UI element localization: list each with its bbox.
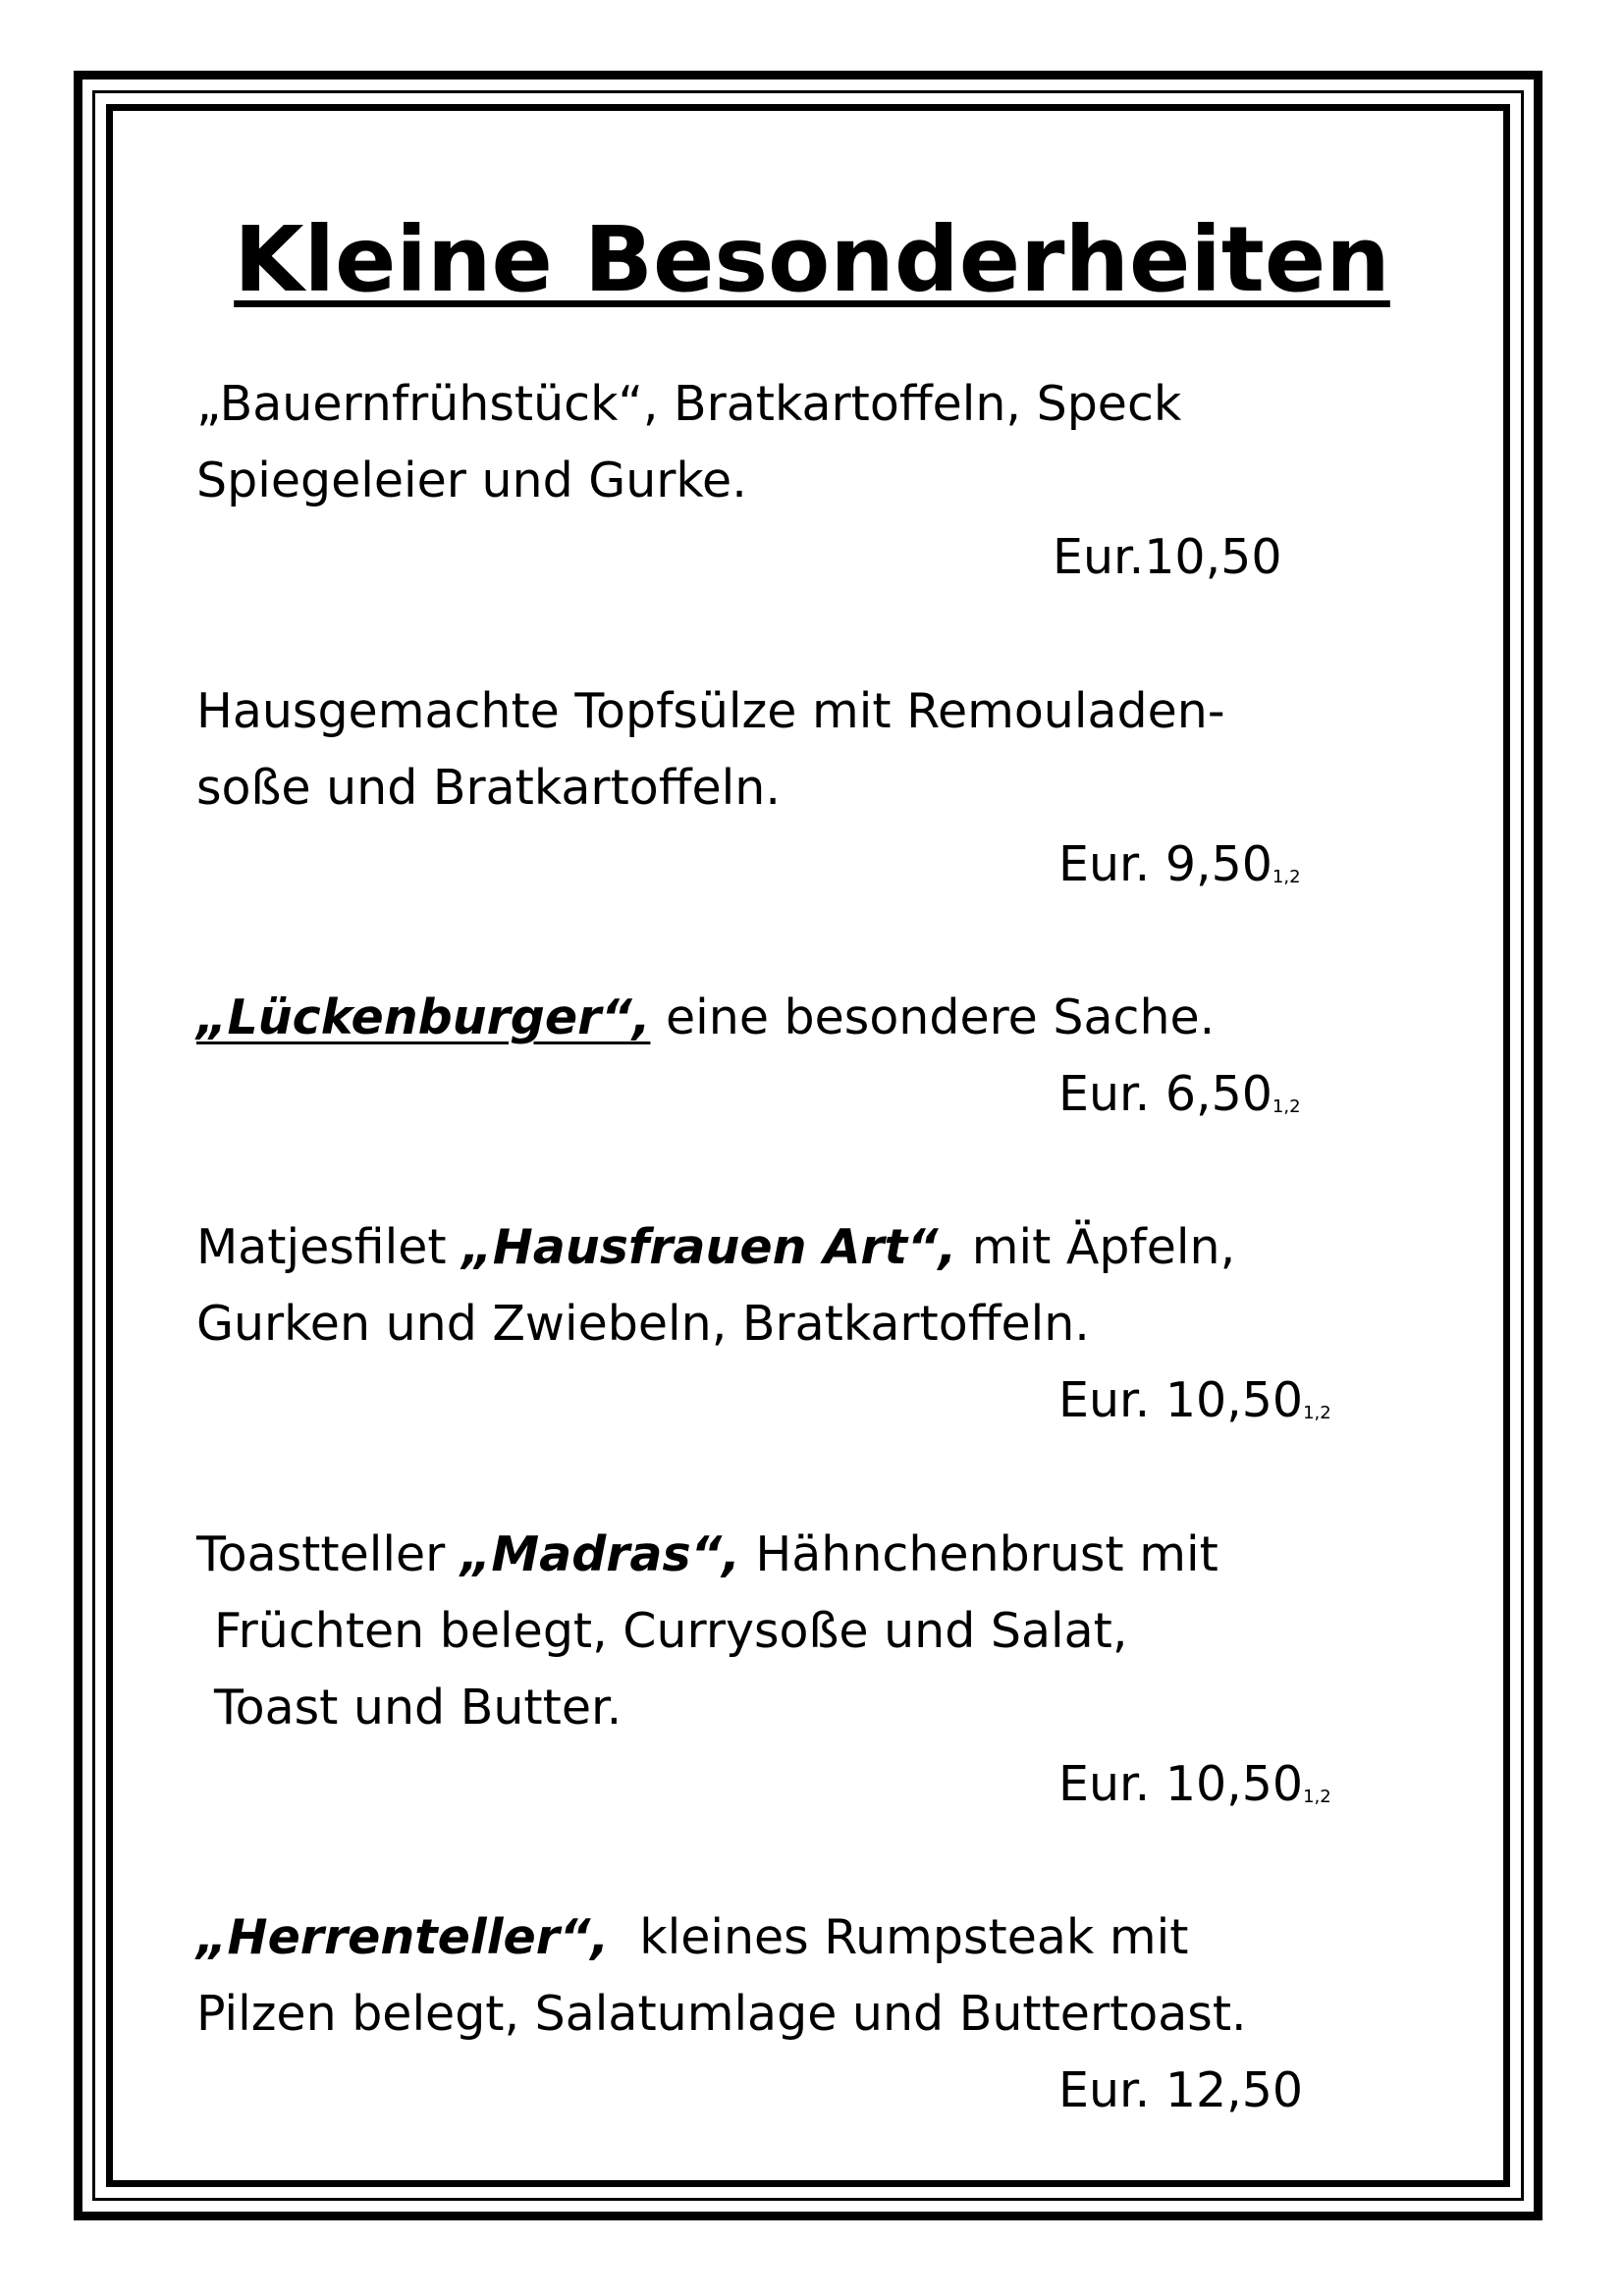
item-price: [1058, 1362, 1331, 1452]
item-description: Matjesfilet: [196, 1219, 462, 1275]
item-price: [1053, 519, 1282, 596]
price-value: Eur. 10,50: [1058, 1756, 1304, 1812]
item-price: [1058, 1056, 1301, 1146]
price-value: Eur. 10,50: [1058, 1372, 1304, 1428]
item-description-line: Gurken und Zwiebeln, Bratkartoffeln.: [196, 1296, 1090, 1352]
item-description-line: Toast und Butter.: [214, 1680, 623, 1735]
price-value: Eur. 9,50: [1058, 836, 1272, 892]
menu-item-bauernfruehstueck: [196, 366, 1375, 519]
item-description-line: Früchten belegt, Currysoße und Salat,: [214, 1603, 1128, 1659]
item-description-line: „Bauernfrühstück“, Bratkartoffeln, Speck: [196, 376, 1182, 432]
menu-item-toastteller-madras: [196, 1517, 1375, 1746]
item-description-line: Hausgemachte Topfsülze mit Remouladen-: [196, 683, 1225, 739]
price-value: Eur.10,50: [1053, 529, 1282, 585]
item-description: Hähnchenbrust mit: [739, 1526, 1218, 1582]
item-description-line: Pilzen belegt, Salatumlage und Buttertoast.: [196, 1986, 1247, 2042]
item-description: Toastteller: [196, 1526, 460, 1582]
item-price: [1058, 1746, 1331, 1836]
item-description: kleines Rumpsteak mit: [609, 1909, 1189, 1965]
item-price: [1058, 827, 1301, 916]
allergen-note: 1,2: [1272, 867, 1301, 887]
allergen-note: 1,2: [1272, 1096, 1301, 1117]
menu-item-lueckenburger: [196, 980, 1375, 1056]
menu-title: Kleine Besonderheiten: [234, 207, 1390, 312]
allergen-note: 1,2: [1303, 1787, 1331, 1807]
allergen-note: 1,2: [1303, 1403, 1331, 1423]
menu-item-topfsuelze: [196, 673, 1375, 827]
item-price: [1058, 2053, 1303, 2129]
item-description-line: Spiegeleier und Gurke.: [196, 453, 747, 508]
price-value: Eur. 12,50: [1058, 2062, 1304, 2118]
item-description: mit Äpfeln,: [956, 1219, 1236, 1275]
menu-item-herrenteller: [196, 1899, 1375, 2053]
dish-name: „Herrenteller“,: [196, 1909, 610, 1965]
dish-name: „Madras“,: [460, 1526, 740, 1582]
dish-name: „Hausfrauen Art“,: [461, 1219, 957, 1275]
item-description-line: soße und Bratkartoffeln.: [196, 760, 781, 816]
dish-name: „Lückenburger“,: [196, 989, 651, 1045]
menu-item-matjesfilet: [196, 1209, 1375, 1362]
item-description: eine besondere Sache.: [650, 989, 1216, 1045]
price-value: Eur. 6,50: [1058, 1066, 1272, 1122]
